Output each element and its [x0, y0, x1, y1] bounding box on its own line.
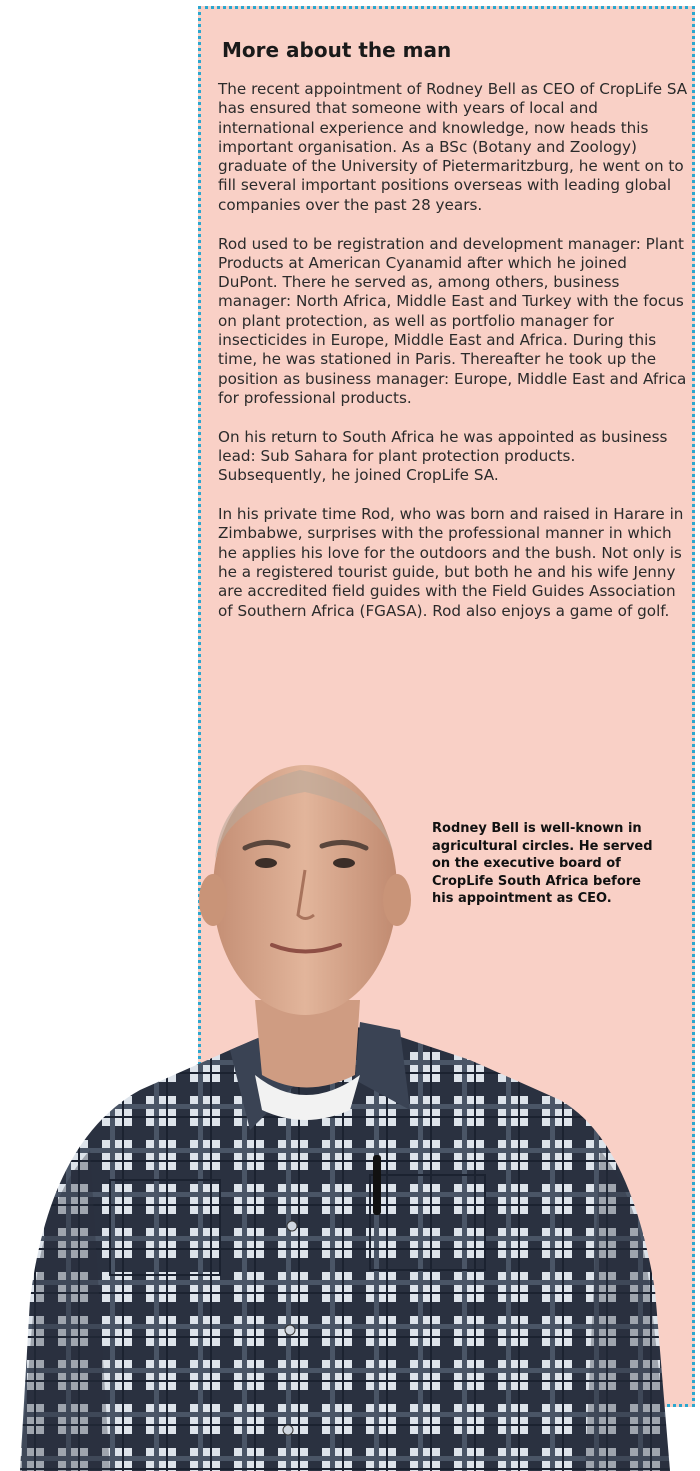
photo-caption: Rodney Bell is well-known in agricultural circles. He served on the executive board of CropLife South Africa before his appointment as CEO. — [432, 821, 653, 906]
paragraph-2: Rod used to be registration and development manager: Plant Products at American Cyanamid after which he joined DuPont. There he served as, among others, business manager: North Africa, Middle East and Turkey with the focus on plant protection, as well as portfolio manager for insecticides in Europe, Middle East and Africa. During this time, he was stationed in Paris. Thereafter he took up the position as business manager: Europe, Middle East and Africa for professional products. — [218, 234, 687, 407]
portrait-of-man-in-plaid-shirt-icon — [0, 730, 700, 1471]
paragraph-3: On his return to South Africa he was appointed as business lead: Sub Sahara for plant protection products. Subsequently, he joined CropLife SA. — [218, 427, 668, 485]
sidebar-heading: More about the man — [222, 38, 452, 62]
paragraph-1: The recent appointment of Rodney Bell as CEO of CropLife SA has ensured that someone with years of local and international experience and knowledge, now heads this important organisation. As a BSc (Botany and Zoology) graduate of the University of Pietermaritzburg, he went on to fill several important positions overseas with leading global companies over the past 28 years. — [218, 80, 688, 214]
paragraph-4: In his private time Rod, who was born and raised in Harare in Zimbabwe, surprises with the professional manner in which he applies his love for the outdoors and the bush. Not only is he a registered tourist guide, but both he and his wife Jenny are accredited field guides with the Field Guides Association of Southern Africa (FGASA). Rod also enjoys a game of golf. — [218, 505, 684, 620]
sidebar-body — [218, 80, 688, 640]
